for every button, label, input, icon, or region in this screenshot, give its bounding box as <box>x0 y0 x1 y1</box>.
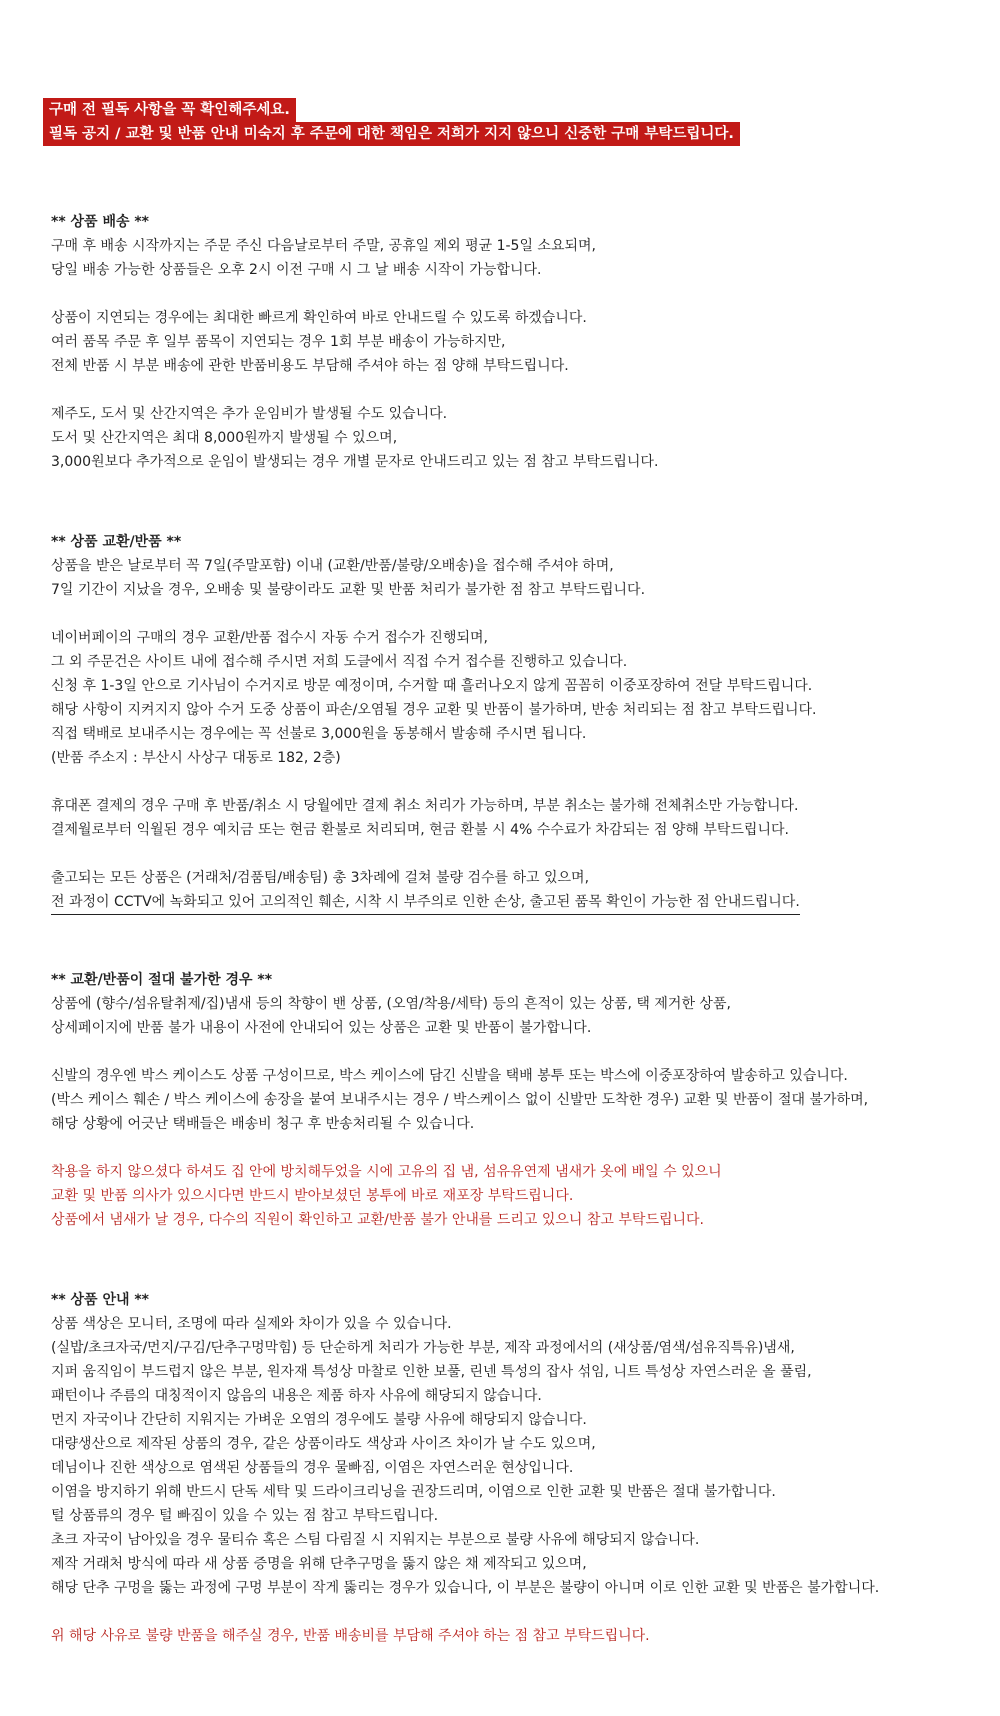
impossible-text: 해당 상황에 어긋난 택배들은 배송비 청구 후 반송처리될 수 있습니다. <box>51 1116 475 1132</box>
guide-text: 대량생산으로 제작된 상품의 경우, 같은 상품이라도 색상과 사이즈 차이가 날 수도 있으며, <box>51 1436 596 1452</box>
return-fee-warning: 위 해당 사유로 불량 반품을 해주실 경우, 반품 배송비를 부담해 주셔야 하는 점 참고 부탁드립니다. <box>51 1628 650 1644</box>
impossible-text: 신발의 경우엔 박스 케이스도 상품 구성이므로, 박스 케이스에 담긴 신발을 택배 봉투 또는 박스에 이중포장하여 발송하고 있습니다. <box>51 1068 848 1084</box>
shipping-text: 구매 후 배송 시작까지는 주문 주신 다음날로부터 주말, 공휴일 제외 평균 1-5일 소요되며, <box>51 238 596 254</box>
impossible-section <box>51 968 981 1232</box>
guide-text: 지퍼 움직임이 부드럽지 않은 부분, 원자재 특성상 마찰로 인한 보풀, 린넨 특성의 잡사 섞임, 니트 특성상 자연스러운 올 풀림, <box>51 1364 812 1380</box>
guide-text: (실밥/초크자국/먼지/구김/단추구멍막힘) 등 단순하게 처리가 가능한 부분, 제작 과정에서의 (새상품/염색/섬유직특유)냄새, <box>51 1340 795 1356</box>
impossible-text: (박스 케이스 훼손 / 박스 케이스에 송장을 붙여 보내주시는 경우 / 박스케이스 없이 신발만 도착한 경우) 교환 및 반품이 절대 불가하며, <box>51 1092 869 1108</box>
shipping-text: 당일 배송 가능한 상품들은 오후 2시 이전 구매 시 그 날 배송 시작이 가능합니다. <box>51 262 542 278</box>
guide-text: 이염을 방지하기 위해 반드시 단독 세탁 및 드라이크리닝을 권장드리며, 이염으로 인한 교환 및 반품은 절대 불가합니다. <box>51 1484 776 1500</box>
impossible-text: 상세페이지에 반품 불가 내용이 사전에 안내되어 있는 상품은 교환 및 반품이 불가합니다. <box>51 1020 592 1036</box>
impossible-text: 상품에 (향수/섬유탈취제/집)냄새 등의 착향이 밴 상품, (오염/착용/세탁) 등의 흔적이 있는 상품, 택 제거한 상품, <box>51 996 731 1012</box>
exchange-text: 직접 택배로 보내주시는 경우에는 꼭 선불로 3,000원을 동봉해서 발송해 주시면 됩니다. <box>51 726 587 742</box>
inspection-text: 출고되는 모든 상품은 (거래처/검품팀/배송팀) 총 3차례에 걸쳐 불량 검수를 하고 있으며, <box>51 870 590 886</box>
shipping-text: 도서 및 산간지역은 최대 8,000원까지 발생될 수 있으며, <box>51 430 398 446</box>
odor-warning: 착용을 하지 않으셨다 하셔도 집 안에 방치해두었을 시에 고유의 집 냄, 섬유유연제 냄새가 옷에 배일 수 있으니 <box>51 1164 722 1180</box>
return-address: (반품 주소지 : 부산시 사상구 대동로 182, 2층) <box>51 750 341 766</box>
guide-section <box>51 1288 981 1648</box>
guide-text: 털 상품류의 경우 털 빠짐이 있을 수 있는 점 참고 부탁드립니다. <box>51 1508 439 1524</box>
shipping-text: 제주도, 도서 및 산간지역은 추가 운임비가 발생될 수도 있습니다. <box>51 406 448 422</box>
shipping-text: 상품이 지연되는 경우에는 최대한 빠르게 확인하여 바로 안내드릴 수 있도록 하겠습니다. <box>51 310 587 326</box>
guide-text: 제작 거래처 방식에 따라 새 상품 증명을 위해 단추구멍을 뚫지 않은 채 제작되고 있으며, <box>51 1556 587 1572</box>
guide-text: 초크 자국이 남아있을 경우 물티슈 혹은 스팀 다림질 시 지워지는 부분으로 불량 사유에 해당되지 않습니다. <box>51 1532 700 1548</box>
exchange-text: 해당 사항이 지켜지지 않아 수거 도중 상품이 파손/오염될 경우 교환 및 반품이 불가하며, 반송 처리되는 점 참고 부탁드립니다. <box>51 702 817 718</box>
inspection-notice <box>51 866 800 915</box>
guide-text: 해당 단추 구멍을 뚫는 과정에 구멍 부분이 작게 뚫리는 경우가 있습니다, 이 부분은 불량이 아니며 이로 인한 교환 및 반품은 불가합니다. <box>51 1580 880 1596</box>
shipping-text: 여러 품목 주문 후 일부 품목이 지연되는 경우 1회 부분 배송이 가능하지만, <box>51 334 506 350</box>
exchange-text: 신청 후 1-3일 안으로 기사님이 수거지로 방문 예정이며, 수거할 때 흘러나오지 않게 꼼꼼히 이중포장하여 전달 부탁드립니다. <box>51 678 813 694</box>
exchange-text: 네이버페이의 구매의 경우 교환/반품 접수시 자동 수거 접수가 진행되며, <box>51 630 488 646</box>
exchange-text: 7일 기간이 지났을 경우, 오배송 및 불량이라도 교환 및 반품 처리가 불가한 점 참고 부탁드립니다. <box>51 582 646 598</box>
exchange-text: 상품을 받은 날로부터 꼭 7일(주말포함) 이내 (교환/반품/불량/오배송)을 접수해 주셔야 하며, <box>51 558 614 574</box>
exchange-text: 휴대폰 결제의 경우 구매 후 반품/취소 시 당월에만 결제 취소 처리가 가능하며, 부분 취소는 불가해 전체취소만 가능합니다. <box>51 798 799 814</box>
shipping-text: 3,000원보다 추가적으로 운임이 발생되는 경우 개별 문자로 안내드리고 있는 점 참고 부탁드립니다. <box>51 454 659 470</box>
odor-warning: 상품에서 냄새가 날 경우, 다수의 직원이 확인하고 교환/반품 불가 안내를 드리고 있으니 참고 부탁드립니다. <box>51 1212 704 1228</box>
exchange-text: 결제월로부터 익월된 경우 예치금 또는 현금 환불로 처리되며, 현금 환불 시 4% 수수료가 차감되는 점 양해 부탁드립니다. <box>51 822 789 838</box>
inspection-text: 전 과정이 CCTV에 녹화되고 있어 고의적인 훼손, 시착 시 부주의로 인한 손상, 출고된 품목 확인이 가능한 점 안내드립니다. <box>51 894 800 910</box>
notice-line-2: 필독 공지 / 교환 및 반품 안내 미숙지 후 주문에 대한 책임은 저희가 지지 않으니 신중한 구매 부탁드립니다. <box>43 122 740 146</box>
shipping-section <box>51 210 981 474</box>
exchange-text: 그 외 주문건은 사이트 내에 접수해 주시면 저희 도클에서 직접 수거 접수를 진행하고 있습니다. <box>51 654 628 670</box>
shipping-text: 전체 반품 시 부분 배송에 관한 반품비용도 부담해 주셔야 하는 점 양해 부탁드립니다. <box>51 358 569 374</box>
impossible-title: ** 교환/반품이 절대 불가한 경우 ** <box>51 972 273 988</box>
notice-line-1: 구매 전 필독 사항을 꼭 확인해주세요. <box>43 98 296 122</box>
guide-text: 먼지 자국이나 간단히 지워지는 가벼운 오염의 경우에도 불량 사유에 해당되지 않습니다. <box>51 1412 587 1428</box>
shipping-title: ** 상품 배송 ** <box>51 214 150 230</box>
guide-text: 상품 색상은 모니터, 조명에 따라 실제와 차이가 있을 수 있습니다. <box>51 1316 452 1332</box>
exchange-title: ** 상품 교환/반품 ** <box>51 534 182 550</box>
guide-title: ** 상품 안내 ** <box>51 1292 150 1308</box>
guide-text: 패턴이나 주름의 대칭적이지 않음의 내용은 제품 하자 사유에 해당되지 않습니다. <box>51 1388 542 1404</box>
notice-banner <box>43 98 740 146</box>
exchange-section <box>51 530 981 915</box>
odor-warning: 교환 및 반품 의사가 있으시다면 반드시 받아보셨던 봉투에 바로 재포장 부탁드립니다. <box>51 1188 574 1204</box>
guide-text: 데님이나 진한 색상으로 염색된 상품들의 경우 물빠짐, 이염은 자연스러운 현상입니다. <box>51 1460 574 1476</box>
